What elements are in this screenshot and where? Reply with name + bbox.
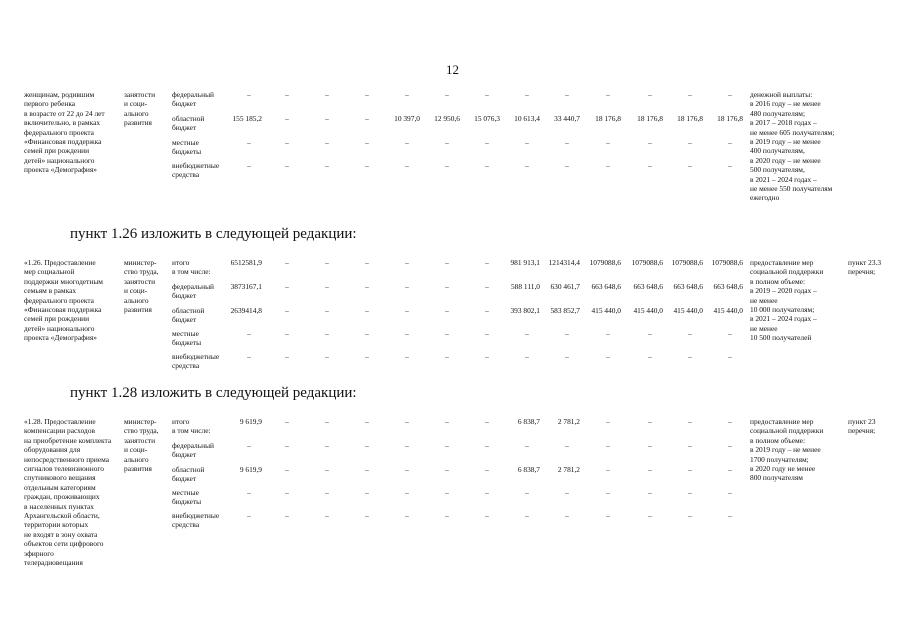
year-amount: – (565, 138, 569, 147)
measure-name-line: «1.28. Предоставление (24, 417, 96, 426)
year-amount: 1079088,6 (711, 258, 743, 267)
measure-name-line: семей при рождении (24, 314, 90, 324)
measure-name-line: детей» национального (24, 155, 95, 165)
funding-source-line: местные (172, 488, 199, 497)
measure-name-line: в возрасте от 22 до 24 лет (24, 108, 105, 118)
executor-line: развития (124, 305, 152, 314)
year-amount: – (606, 465, 610, 474)
result-line: денежной выплаты: (750, 90, 813, 99)
total-amount: 9 619,9 (239, 465, 262, 474)
funding-source-line: средства (172, 520, 200, 530)
total-amount: – (247, 90, 251, 99)
year-amount: 15 076,3 (474, 114, 500, 123)
result-line: в 2019 году – не менее (750, 137, 821, 146)
year-amount: – (728, 417, 732, 426)
year-amount: – (485, 329, 489, 338)
year-amount: – (565, 488, 569, 497)
executor-line: и соци- (124, 445, 148, 455)
year-amount: – (325, 90, 329, 99)
total-amount: – (247, 138, 251, 147)
measure-name-line: мер социальной (24, 267, 75, 277)
year-amount: – (445, 258, 449, 267)
year-amount: 10 613,4 (514, 114, 540, 123)
year-amount: – (525, 441, 529, 450)
year-amount: – (445, 511, 449, 520)
table-block-1-28 (0, 417, 905, 582)
year-amount: – (405, 465, 409, 474)
year-amount: – (485, 352, 489, 361)
year-amount: – (445, 282, 449, 291)
year-amount: – (565, 329, 569, 338)
year-amount: 415 440,0 (713, 306, 743, 315)
year-amount: – (445, 465, 449, 474)
year-amount: – (525, 511, 529, 520)
year-amount: – (565, 511, 569, 520)
executor-line: министер- (124, 258, 157, 267)
result-line: в 2017 – 2018 годах – (750, 118, 817, 128)
year-amount: – (485, 511, 489, 520)
year-amount: 1079088,6 (631, 258, 663, 267)
year-amount: – (728, 138, 732, 147)
executor-line: ального (124, 108, 149, 118)
measure-name-line: в населенных пунктах (24, 501, 95, 511)
year-amount: – (485, 90, 489, 99)
year-amount: 663 648,6 (713, 282, 743, 291)
result-line: предоставление мер (750, 417, 814, 426)
measure-name-line: семьям в рамках (24, 286, 77, 296)
year-amount: – (405, 329, 409, 338)
year-amount: – (606, 90, 610, 99)
measure-name-line: Архангельской области, (24, 511, 100, 520)
year-amount: – (648, 488, 652, 497)
year-amount: – (405, 352, 409, 361)
year-amount: – (525, 329, 529, 338)
total-amount: – (247, 329, 251, 338)
result-line: в 2021 – 2024 годах – (750, 174, 817, 184)
funding-source-line: местные (172, 329, 199, 338)
year-amount: – (365, 138, 369, 147)
year-amount: 2 781,2 (557, 465, 580, 474)
result-line: 400 получателям, (750, 146, 805, 156)
measure-name-line: телерадиовещания (24, 558, 83, 567)
measure-name-line: детей» национального (24, 323, 95, 333)
year-amount: – (365, 282, 369, 291)
year-amount: 33 440,7 (554, 114, 580, 123)
year-amount: 18 176,8 (717, 114, 743, 123)
result-line: в 2019 – 2020 годах – (750, 286, 817, 296)
result-line: в 2019 году – не менее (750, 445, 821, 455)
year-amount: – (365, 306, 369, 315)
year-amount: – (325, 114, 329, 123)
total-amount: 2639414,8 (230, 306, 262, 315)
measure-name-line: компенсации расходов (24, 426, 96, 436)
year-amount: – (325, 441, 329, 450)
year-amount: – (606, 417, 610, 426)
year-amount: 10 397,0 (394, 114, 420, 123)
year-amount: 2 781,2 (557, 417, 580, 426)
reference-note-line: пункт 23 (848, 417, 876, 426)
result-line: не менее (750, 295, 778, 305)
executor-line: занятости (124, 90, 156, 99)
year-amount: – (648, 465, 652, 474)
year-amount: – (485, 417, 489, 426)
year-amount: – (485, 258, 489, 267)
year-amount: – (365, 488, 369, 497)
year-amount: – (648, 417, 652, 426)
year-amount: – (485, 441, 489, 450)
year-amount: – (648, 329, 652, 338)
year-amount: – (565, 161, 569, 170)
year-amount: – (405, 282, 409, 291)
result-line: не менее 605 получателям; (750, 127, 835, 137)
year-amount: – (445, 488, 449, 497)
executor-line: министер- (124, 417, 157, 426)
year-amount: – (285, 258, 289, 267)
year-amount: – (365, 441, 369, 450)
year-amount: – (365, 258, 369, 267)
year-amount: – (688, 329, 692, 338)
measure-name-line: проекта «Демография» (24, 165, 97, 175)
year-amount: 1079088,6 (589, 258, 621, 267)
funding-source-line: областной (172, 306, 205, 315)
measure-name-line: территории которых (24, 520, 89, 530)
executor-line: ального (124, 454, 149, 464)
year-amount: – (285, 441, 289, 450)
funding-source-line: областной (172, 114, 205, 123)
executor-line: развития (124, 118, 152, 128)
year-amount: – (525, 161, 529, 170)
year-amount: – (365, 329, 369, 338)
year-amount: – (325, 465, 329, 474)
reference-note-line: пункт 23.3 (848, 258, 882, 267)
funding-source-line: федеральный (172, 282, 214, 291)
year-amount: – (728, 511, 732, 520)
funding-source-line: средства (172, 170, 200, 180)
year-amount: 630 461,7 (550, 282, 580, 291)
measure-name-line: федерального проекта (24, 127, 94, 137)
year-amount: – (565, 352, 569, 361)
year-amount: – (445, 329, 449, 338)
year-amount: – (525, 488, 529, 497)
funding-source-line: бюджет (172, 99, 197, 109)
measure-name-line: отдельным категориям (24, 482, 96, 492)
year-amount: – (325, 511, 329, 520)
measure-name-line: объектов сети цифрового (24, 539, 104, 549)
year-amount: – (565, 441, 569, 450)
result-line: 1700 получателям; (750, 454, 809, 464)
year-amount: 981 913,1 (510, 258, 540, 267)
year-amount: – (445, 90, 449, 99)
year-amount: – (325, 161, 329, 170)
result-line: в полном объеме: (750, 276, 805, 286)
measure-name-line: поддержки многодетным (24, 276, 103, 286)
year-amount: – (405, 441, 409, 450)
funding-source-line: итого (172, 258, 190, 267)
executor-line: и соци- (124, 286, 148, 296)
executor-line: ство труда, (124, 426, 159, 436)
year-amount: – (606, 138, 610, 147)
year-amount: – (688, 488, 692, 497)
result-line: 500 получателям, (750, 165, 805, 175)
year-amount: – (445, 417, 449, 426)
year-amount: – (325, 417, 329, 426)
year-amount: – (285, 329, 289, 338)
measure-name-line: «Финансовая поддержка (24, 137, 102, 146)
year-amount: 415 440,0 (673, 306, 703, 315)
measure-name-line: «Финансовая поддержка (24, 305, 102, 314)
result-line: в 2020 году не менее (750, 464, 816, 473)
year-amount: – (606, 329, 610, 338)
funding-source-line: федеральный (172, 90, 214, 99)
total-amount: – (247, 511, 251, 520)
measure-name-line: на приобретение комплекта (24, 435, 112, 445)
year-amount: – (606, 352, 610, 361)
year-amount: – (285, 282, 289, 291)
section-heading-1-26: пункт 1.26 изложить в следующей редакции: (70, 226, 357, 242)
total-amount: 9 619,9 (239, 417, 262, 426)
result-line: социальной поддержки (750, 267, 824, 277)
year-amount: – (445, 306, 449, 315)
funding-source-line: бюджет (172, 291, 197, 301)
measure-name-line: непосредственного приема (24, 454, 110, 464)
funding-source-line: средства (172, 361, 200, 371)
total-amount: – (247, 488, 251, 497)
year-amount: – (648, 352, 652, 361)
year-amount: – (485, 465, 489, 474)
year-amount: 588 111,0 (510, 282, 540, 291)
year-amount: 663 648,6 (673, 282, 703, 291)
year-amount: – (565, 90, 569, 99)
year-amount: – (728, 161, 732, 170)
reference-note-line: перечня; (848, 267, 876, 277)
year-amount: – (365, 90, 369, 99)
year-amount: – (405, 417, 409, 426)
measure-name-line: спутникового вещания (24, 473, 96, 483)
result-line: не менее 550 получателям (750, 184, 833, 193)
year-amount: 12 950,6 (434, 114, 460, 123)
year-amount: – (365, 465, 369, 474)
result-line: 10 000 получателям; (750, 305, 815, 314)
year-amount: – (648, 90, 652, 99)
year-amount: – (648, 161, 652, 170)
year-amount: – (688, 352, 692, 361)
executor-line: занятости (124, 435, 156, 445)
funding-source-line: местные (172, 138, 199, 147)
year-amount: – (648, 138, 652, 147)
year-amount: – (365, 161, 369, 170)
funding-source-line: в том числе: (172, 267, 211, 277)
year-amount: – (285, 161, 289, 170)
year-amount: – (285, 488, 289, 497)
year-amount: – (325, 329, 329, 338)
measure-name-line: граждан, проживающих (24, 492, 100, 502)
year-amount: – (285, 114, 289, 123)
year-amount: – (606, 161, 610, 170)
year-amount: – (325, 352, 329, 361)
page-number: 12 (446, 62, 459, 77)
year-amount: – (728, 352, 732, 361)
year-amount: – (285, 138, 289, 147)
year-amount: – (688, 417, 692, 426)
year-amount: 415 440,0 (633, 306, 663, 315)
result-line: предоставление мер (750, 258, 814, 267)
section-heading-1-28: пункт 1.28 изложить в следующей редакции: (70, 385, 357, 401)
year-amount: – (285, 417, 289, 426)
year-amount: – (688, 161, 692, 170)
result-line: не менее (750, 323, 778, 333)
year-amount: 663 648,6 (633, 282, 663, 291)
year-amount: – (405, 90, 409, 99)
year-amount: – (285, 352, 289, 361)
result-line: 10 500 получателей (750, 333, 812, 343)
measure-name-line: «1.26. Предоставление (24, 258, 96, 267)
year-amount: – (525, 90, 529, 99)
measure-name-line: проекта «Демография» (24, 333, 97, 343)
total-amount: 6512581,9 (230, 258, 262, 267)
total-amount: – (247, 352, 251, 361)
year-amount: – (405, 511, 409, 520)
year-amount: – (445, 441, 449, 450)
measure-name-line: эфирного (24, 548, 54, 558)
year-amount: 415 440,0 (591, 306, 621, 315)
year-amount: 6 838,7 (517, 465, 540, 474)
executor-line: ство труда, (124, 267, 159, 277)
result-line: 480 получателям; (750, 108, 806, 118)
result-line: в полном объеме: (750, 435, 805, 445)
table-block-1-25 (0, 90, 905, 210)
reference-note-line: перечня; (848, 426, 876, 436)
year-amount: – (485, 282, 489, 291)
year-amount: – (445, 352, 449, 361)
year-amount: – (365, 417, 369, 426)
year-amount: – (445, 161, 449, 170)
executor-line: развития (124, 464, 152, 473)
year-amount: – (405, 488, 409, 497)
year-amount: – (325, 488, 329, 497)
funding-source-line: бюджет (172, 474, 197, 484)
measure-name-line: включительно, в рамках (24, 118, 101, 128)
year-amount: – (485, 306, 489, 315)
year-amount: – (485, 161, 489, 170)
executor-line: и соци- (124, 99, 148, 109)
year-amount: – (405, 161, 409, 170)
year-amount: – (445, 138, 449, 147)
result-line: в 2016 году – не менее (750, 99, 821, 109)
year-amount: – (688, 138, 692, 147)
total-amount: – (247, 441, 251, 450)
year-amount: – (728, 329, 732, 338)
year-amount: – (365, 352, 369, 361)
measure-name-line: федерального проекта (24, 295, 94, 305)
measure-name-line: оборудования для (24, 445, 81, 455)
year-amount: – (365, 114, 369, 123)
total-amount: 155 185,2 (232, 114, 262, 123)
year-amount: – (648, 511, 652, 520)
year-amount: – (325, 306, 329, 315)
funding-source-line: внебюджетные (172, 161, 220, 170)
total-amount: – (247, 161, 251, 170)
year-amount: 663 648,6 (591, 282, 621, 291)
year-amount: – (325, 282, 329, 291)
measure-name-line: семей при рождении (24, 146, 90, 156)
year-amount: – (365, 511, 369, 520)
year-amount: – (405, 306, 409, 315)
year-amount: 393 802,1 (510, 306, 540, 315)
year-amount: 6 838,7 (517, 417, 540, 426)
year-amount: – (728, 441, 732, 450)
year-amount: – (648, 441, 652, 450)
funding-source-line: федеральный (172, 441, 214, 450)
measure-name-line: сигналов телевизионного (24, 464, 104, 473)
funding-source-line: внебюджетные (172, 511, 220, 520)
year-amount: – (405, 258, 409, 267)
year-amount: – (285, 511, 289, 520)
year-amount: 1079088,6 (671, 258, 703, 267)
funding-source-line: бюджеты (172, 497, 202, 507)
result-line: социальной поддержки (750, 426, 824, 436)
year-amount: – (485, 138, 489, 147)
funding-source-line: областной (172, 465, 205, 474)
funding-source-line: бюджет (172, 123, 197, 133)
year-amount: 18 176,8 (637, 114, 663, 123)
result-line: в 2020 году – не менее (750, 155, 821, 165)
year-amount: – (606, 441, 610, 450)
year-amount: – (606, 511, 610, 520)
year-amount: – (728, 488, 732, 497)
year-amount: – (525, 352, 529, 361)
year-amount: – (405, 138, 409, 147)
year-amount: – (606, 488, 610, 497)
total-amount: 3873167,1 (230, 282, 262, 291)
funding-source-line: бюджеты (172, 147, 202, 157)
measure-name-line: первого ребенка (24, 99, 76, 109)
result-line: ежегодно (750, 193, 780, 203)
funding-source-line: бюджет (172, 450, 197, 460)
year-amount: – (485, 488, 489, 497)
funding-source-line: внебюджетные (172, 352, 220, 361)
funding-source-line: бюджет (172, 315, 197, 325)
executor-line: ального (124, 295, 149, 305)
funding-source-line: в том числе: (172, 426, 211, 436)
year-amount: 18 176,8 (595, 114, 621, 123)
year-amount: – (525, 138, 529, 147)
executor-line: занятости (124, 276, 156, 286)
measure-name-line: женщинам, родившим (24, 90, 95, 99)
year-amount: – (688, 90, 692, 99)
year-amount: – (688, 441, 692, 450)
result-line: 800 получателям (750, 473, 803, 483)
funding-source-line: итого (172, 417, 190, 426)
year-amount: – (325, 258, 329, 267)
year-amount: – (688, 511, 692, 520)
year-amount: – (285, 465, 289, 474)
measure-name-line: не входят в зону охвата (24, 529, 98, 539)
year-amount: – (285, 306, 289, 315)
year-amount: – (728, 465, 732, 474)
table-block-1-26 (0, 258, 905, 371)
year-amount: 583 852,7 (550, 306, 580, 315)
year-amount: 1214314,4 (548, 258, 580, 267)
year-amount: – (325, 138, 329, 147)
result-line: в 2021 – 2024 годах – (750, 314, 817, 324)
year-amount: 18 176,8 (677, 114, 703, 123)
funding-source-line: бюджеты (172, 338, 202, 348)
year-amount: – (688, 465, 692, 474)
year-amount: – (728, 90, 732, 99)
year-amount: – (285, 90, 289, 99)
